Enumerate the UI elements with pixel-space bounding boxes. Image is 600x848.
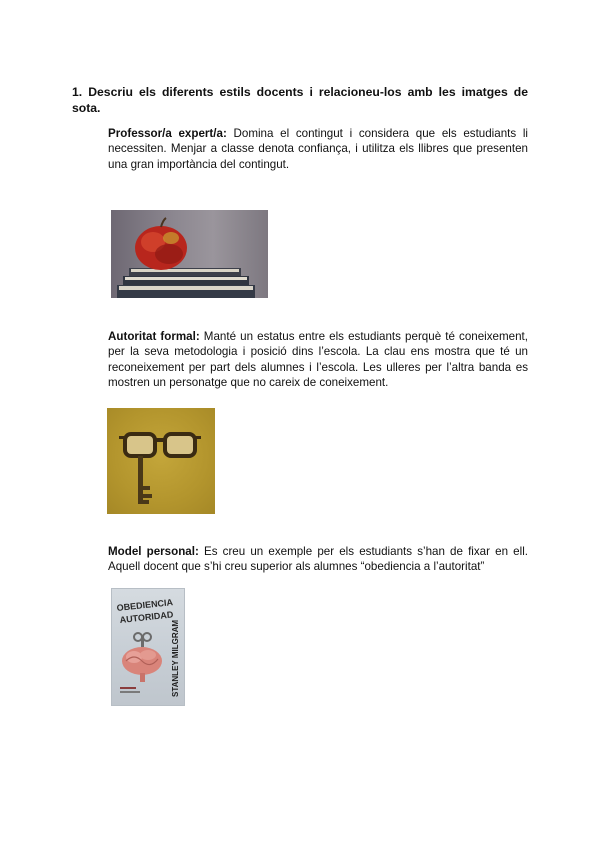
section-authority-title: Autoritat formal:	[108, 330, 200, 343]
section-personal-model	[108, 544, 528, 575]
key-glasses-image	[107, 408, 215, 514]
section-expert-title: Professor/a expert/a:	[108, 127, 227, 140]
book-title-line2: AUTORIDAD	[119, 609, 174, 625]
section-personal-model-body: Es creu un exemple per els estudiants s’han de fixar en ell. Aquell docent que s’hi creu superior als alumnes “obediencia a l’autoritat”	[108, 545, 528, 574]
section-expert	[108, 126, 528, 172]
section-personal-model-title: Model personal:	[108, 545, 199, 558]
question-heading: 1. Descriu els diferents estils docents i relacioneu-los amb les imatges de sota.	[72, 85, 528, 115]
section-expert-body: Domina el contingut i considera que els estudiants li necessiten. Menjar a classe denota confiança, i utilitza els llibres que presenten una gran importància del contingut.	[108, 127, 529, 171]
apple-on-books-image	[111, 210, 268, 298]
book-title-line1: OBEDIENCIA	[116, 597, 174, 613]
book-author: STANLEY MILGRAM	[171, 619, 180, 697]
section-authority-body: Manté un estatus entre els estudiants perquè té coneixement, per la seva metodologia i posició dins l’escola. La clau ens mostra que té un reconeixement per part dels alumnes i l’escola. Les ulleres per l’altra banda es mostren un personatge que no careix de coneixement.	[108, 330, 528, 390]
book-cover-image	[111, 588, 185, 706]
section-authority	[108, 329, 528, 391]
